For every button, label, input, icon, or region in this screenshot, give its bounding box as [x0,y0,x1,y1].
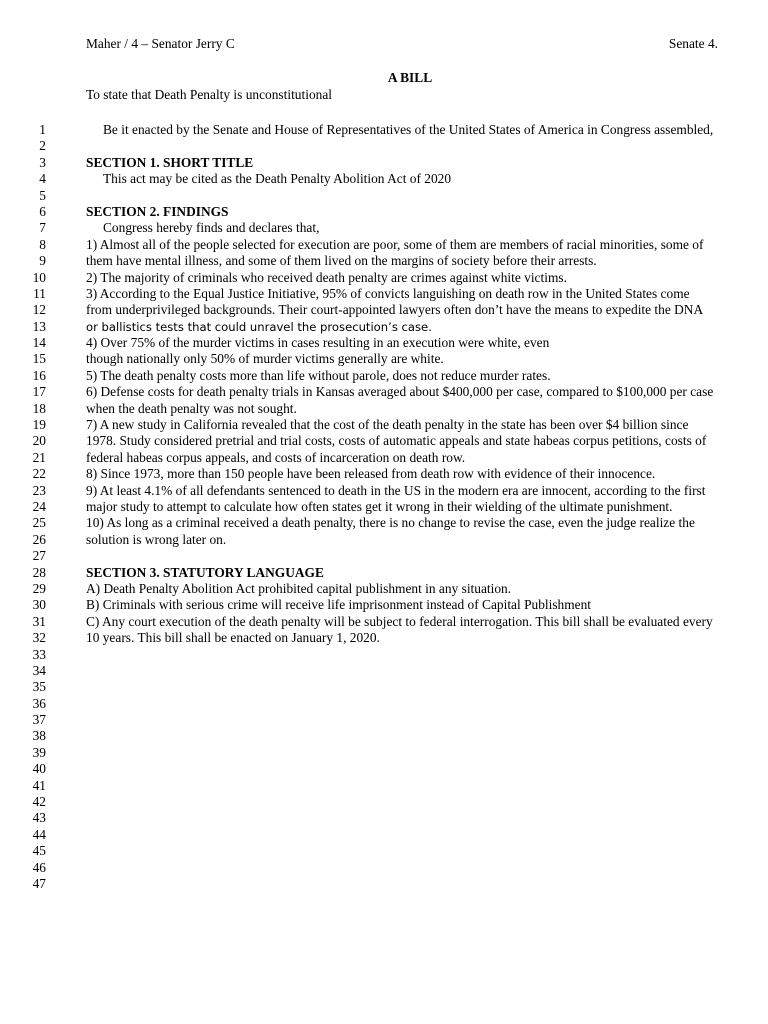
line-number: 13 [32,318,46,334]
line-number: 14 [32,335,46,351]
header-author: Maher / 4 – Senator Jerry C [86,36,235,51]
line-number: 39 [32,744,46,760]
line-row [0,188,768,204]
line-text: 3) According to the Equal Justice Initiative, 95% of convicts languishing on death row in the United States come [86,285,690,301]
line-row [0,351,768,367]
line-row [0,499,768,515]
line-number: 25 [32,515,46,531]
line-text: when the death penalty was not sought. [86,400,297,416]
line-row [0,401,768,417]
line-row [0,450,768,466]
line-text: 7) A new study in California revealed that the cost of the death penalty in the state has been over $4 billion since [86,417,689,433]
line-number: 5 [39,187,46,203]
line-number: 23 [32,482,46,498]
line-text: 6) Defense costs for death penalty trials in Kansas averaged about $400,000 per case, compared to $100,000 per case [86,384,714,400]
line-row [0,220,768,236]
line-text: 10 years. This bill shall be enacted on January 1, 2020. [86,630,380,646]
line-text: 2) The majority of criminals who received death penalty are crimes against white victims. [86,269,567,285]
line-row [0,302,768,318]
line-number: 11 [33,285,46,301]
line-number: 45 [32,843,46,859]
line-number: 38 [32,728,46,744]
line-number: 6 [39,203,46,219]
line-number: 26 [32,531,46,547]
line-number: 36 [32,695,46,711]
line-row [0,417,768,433]
line-number: 33 [32,646,46,662]
line-row [0,319,768,335]
line-row [0,565,768,581]
line-row [0,515,768,531]
line-text: or ballistics tests that could unravel the prosecution’s case. [86,319,432,334]
line-row [0,860,768,876]
line-row [0,548,768,564]
line-row [0,286,768,302]
line-number: 4 [39,171,46,187]
line-text: 10) As long as a criminal received a death penalty, there is no change to revise the case, even the judge realize the [86,515,695,531]
line-number: 35 [32,679,46,695]
line-row [0,384,768,400]
line-row [0,728,768,744]
line-number: 2 [39,138,46,154]
line-number: 34 [32,662,46,678]
line-row [0,761,768,777]
line-row [0,614,768,630]
line-number: 28 [32,564,46,580]
line-text: 4) Over 75% of the murder victims in cases resulting in an execution were white, even [86,335,550,351]
line-row [0,876,768,892]
line-row [0,630,768,646]
line-row [0,532,768,548]
line-number: 22 [32,466,46,482]
line-row [0,204,768,220]
line-row [0,581,768,597]
line-number: 10 [32,269,46,285]
line-number: 27 [32,548,46,564]
line-row [0,335,768,351]
line-row [0,679,768,695]
line-row [0,810,768,826]
line-number: 47 [32,875,46,891]
line-text: B) Criminals with serious crime will receive life imprisonment instead of Capital Publishment [86,597,592,613]
line-text: SECTION 2. FINDINGS [86,203,229,219]
line-row [0,663,768,679]
line-number: 29 [32,580,46,596]
line-row [0,433,768,449]
line-number: 37 [32,712,46,728]
line-number: 31 [32,613,46,629]
line-text: major study to attempt to calculate how often states get it wrong in their wielding of the ultimate punishment. [86,498,673,514]
line-row [0,368,768,384]
line-number: 41 [32,777,46,793]
line-text: though nationally only 50% of murder victims generally are white. [86,351,444,367]
page-header [86,36,718,52]
line-number: 12 [32,302,46,318]
line-number: 7 [39,220,46,236]
line-number: 18 [32,400,46,416]
line-row [0,122,768,138]
line-row [0,253,768,269]
line-number: 17 [32,384,46,400]
line-number: 8 [39,236,46,252]
line-text: Be it enacted by the Senate and House of Representatives of the United States of America in Congress assembled, [103,122,714,137]
line-row [0,647,768,663]
line-text: SECTION 1. SHORT TITLE [86,154,254,170]
line-number: 32 [32,630,46,646]
line-number: 40 [32,761,46,777]
header-chamber: Senate 4. [668,36,718,51]
line-number: 30 [32,597,46,613]
line-row [0,597,768,613]
line-text: 1978. Study considered pretrial and trial costs, costs of automatic appeals and state habeas corpus petitions, costs of [86,433,707,449]
line-row [0,778,768,794]
line-text: 5) The death penalty costs more than life without parole, does not reduce murder rates. [86,367,551,383]
line-text: Congress hereby finds and declares that, [103,220,320,236]
line-number: 43 [32,810,46,826]
line-number: 44 [32,826,46,842]
line-number: 42 [32,794,46,810]
line-text: A) Death Penalty Abolition Act prohibited capital publishment in any situation. [86,580,512,596]
line-text: This act may be cited as the Death Penalty Abolition Act of 2020 [103,171,452,187]
line-row [0,712,768,728]
line-row [0,827,768,843]
line-text: federal habeas corpus appeals, and costs of incarceration on death row. [86,449,466,465]
bill-heading: A BILL [387,70,433,85]
bill-subtitle: To state that Death Penalty is unconstitutional [86,87,332,102]
line-row [0,696,768,712]
line-number: 24 [32,498,46,514]
line-row [0,237,768,253]
line-row [0,270,768,286]
line-row [0,843,768,859]
line-number: 3 [39,154,46,170]
line-row [0,171,768,187]
line-row [0,794,768,810]
numbered-lines [0,122,768,892]
line-text: SECTION 3. STATUTORY LANGUAGE [86,564,324,580]
line-number: 16 [32,367,46,383]
line-text: from underprivileged backgrounds. Their court-appointed lawyers often don’t have the means to expedite the DNA [86,302,704,318]
line-number: 20 [32,433,46,449]
line-number: 46 [32,859,46,875]
line-number: 19 [32,417,46,433]
line-text: 9) At least 4.1% of all defendants sentenced to death in the US in the modern era are innocent, according to the first [86,482,706,498]
line-text: 1) Almost all of the people selected for execution are poor, some of them are members of racial minorities, some of [86,236,704,252]
line-text: them have mental illness, and some of them lived on the margins of society before their arrests. [86,253,597,269]
line-text: solution is wrong later on. [86,531,227,547]
line-number: 1 [39,122,46,137]
line-row [0,138,768,154]
line-number: 15 [32,351,46,367]
line-row [0,745,768,761]
line-row [0,466,768,482]
line-text: C) Any court execution of the death penalty will be subject to federal interrogation. This bill shall be evaluated every [86,613,713,629]
line-number: 9 [39,253,46,269]
line-row [0,155,768,171]
line-text: 8) Since 1973, more than 150 people have been released from death row with evidence of their innocence. [86,466,656,482]
line-number: 21 [32,449,46,465]
line-row [0,483,768,499]
